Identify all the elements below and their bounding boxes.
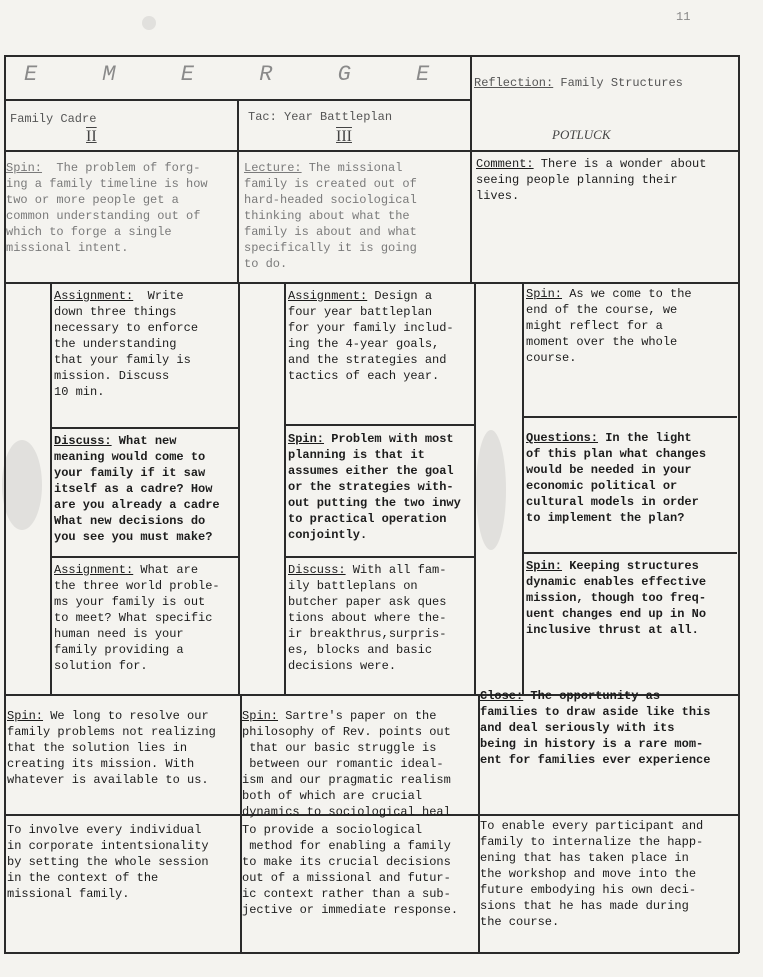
cell-label: Spin: xyxy=(526,287,563,301)
cell-body: The missional family is created out of hard-headed sociological thinking about what the family is about and what specifically it is going to do. xyxy=(244,161,417,271)
rule xyxy=(50,427,238,429)
cell-body: Problem with most planning is that it assumes either the goal or the strategies with- out putting the two inwy to practical operation conjointly. xyxy=(288,432,461,542)
cell-label: Discuss: xyxy=(288,563,346,577)
cell-label: Assignment: xyxy=(54,289,134,303)
grid-col3-cell3 xyxy=(526,558,736,638)
cell-body: We long to resolve our family problems not realizing that the solution lies in creating its mission. With whatever is available to us. xyxy=(7,709,216,787)
cell-body: As we come to the end of the course, we might reflect for a moment over the whole course. xyxy=(526,287,692,365)
cell-label: Spin: xyxy=(6,161,43,175)
goal-row-col1: To involve every individual in corporate intentsionality by setting the whole session in the context of the missional family. xyxy=(7,823,209,901)
rule xyxy=(522,416,737,418)
rule xyxy=(238,282,240,695)
cell-label: Discuss: xyxy=(54,434,112,448)
cell-body: Design a four year battleplan for your family includ- ing the 4-year goals, and the strategies and tactics of each year. xyxy=(288,289,454,383)
goal-row-col2: To provide a sociological method for enabling a family to make its crucial decisions out of a missional and futur- ic context rather than a sub- jective or immediate response. xyxy=(242,823,459,917)
rule xyxy=(522,552,737,554)
cell-label: Spin: xyxy=(288,432,325,446)
cell-label: Questions: xyxy=(526,431,599,445)
cell-label: Lecture: xyxy=(244,161,302,175)
row1-col1-text xyxy=(6,160,234,256)
row1-col2-text xyxy=(244,160,468,272)
rule xyxy=(738,55,740,953)
rule xyxy=(284,424,474,426)
grid-col1-cell1 xyxy=(54,288,236,400)
cell-label: Assignment: xyxy=(288,289,368,303)
rule xyxy=(4,55,739,57)
grid-col1-cell3 xyxy=(54,562,236,674)
rule xyxy=(474,282,476,695)
grid-col1-cell2 xyxy=(54,433,236,545)
goal-row-col3: To enable every participant and family to internalize the happ- ening that has taken place in the workshop and move into the future embodying his own deci- sions that he has made during the course. xyxy=(480,819,704,929)
reflection-text: Family Structures xyxy=(560,76,683,90)
reflection-label: Reflection: xyxy=(474,76,554,90)
rule xyxy=(237,99,239,283)
col2-numeral: III xyxy=(336,128,352,145)
cell-body: With all fam- ily battleplans on butcher paper ask ques tions about where the- ir breakthrus,surpris- es, blocks and basic decisions were. xyxy=(288,563,447,673)
rule xyxy=(284,556,474,558)
reflection-header xyxy=(474,76,683,90)
cell-body: What new meaning would come to your family if it saw itself as a cadre? How are you already a cadre What new decisions do you see you must make? xyxy=(54,434,220,544)
rule xyxy=(50,282,52,695)
grid-col2-cell3 xyxy=(288,562,472,674)
page-number: 11 xyxy=(676,10,691,24)
emerge-emblem: E M E R G E xyxy=(24,62,456,87)
col2-title: Tac: Year Battleplan xyxy=(248,110,393,124)
scan-smudge xyxy=(142,16,156,30)
scan-smudge xyxy=(2,440,42,530)
potluck-note: POTLUCK xyxy=(552,127,611,142)
cell-body: Keeping structures dynamic enables effective mission, though too freq- uent changes end up in No inclusive thrust at all. xyxy=(526,559,707,637)
cell-body: The opportunity as families to draw aside like this and deal seriously with its being in history is a rare mom- ent for families ever experience xyxy=(480,689,711,767)
rule xyxy=(4,952,739,954)
rule xyxy=(522,282,524,695)
rule xyxy=(284,282,286,695)
cell-body: Write down three things necessary to enforce the understanding that your family is mission. Discuss 10 min. xyxy=(54,289,199,399)
scan-smudge xyxy=(476,430,506,550)
grid-col3-cell2 xyxy=(526,430,736,526)
rule xyxy=(470,55,472,283)
spin-row-col2 xyxy=(242,708,478,820)
cell-label: Spin: xyxy=(242,709,279,723)
cell-body: What are the three world proble- ms your family is out to meet? What specific human need is your family providing a solution for. xyxy=(54,563,220,673)
grid-col2-cell1 xyxy=(288,288,472,384)
rule xyxy=(4,150,739,152)
cell-label: Spin: xyxy=(526,559,563,573)
grid-col2-cell2 xyxy=(288,431,472,543)
row1-col3-text xyxy=(476,156,738,204)
col1-numeral: II xyxy=(86,128,97,145)
spin-row-col3 xyxy=(480,688,738,768)
cell-label: Spin: xyxy=(7,709,44,723)
spin-row-col1 xyxy=(7,708,239,788)
cell-label: Close: xyxy=(480,689,524,703)
cell-label: Comment: xyxy=(476,157,534,171)
cell-body: In the light of this plan what changes would be needed in your economic political or cultural models in order to implement the plan? xyxy=(526,431,707,525)
col1-title: Family Cadre xyxy=(10,112,97,126)
cell-label: Assignment: xyxy=(54,563,134,577)
cell-body: Sartre's paper on the philosophy of Rev. points out that our basic struggle is between our romantic ideal- ism and our pragmatic realism both of which are crucial dynamics to sociological heal xyxy=(242,709,451,819)
rule xyxy=(50,556,238,558)
grid-col3-cell1 xyxy=(526,286,736,366)
rule xyxy=(4,282,739,284)
cell-body: The problem of forg- ing a family timeline is how two or more people get a common understanding out of which to forge a single missional intent. xyxy=(6,161,208,255)
cell-body: There is a wonder about seeing people planning their lives. xyxy=(476,157,707,203)
